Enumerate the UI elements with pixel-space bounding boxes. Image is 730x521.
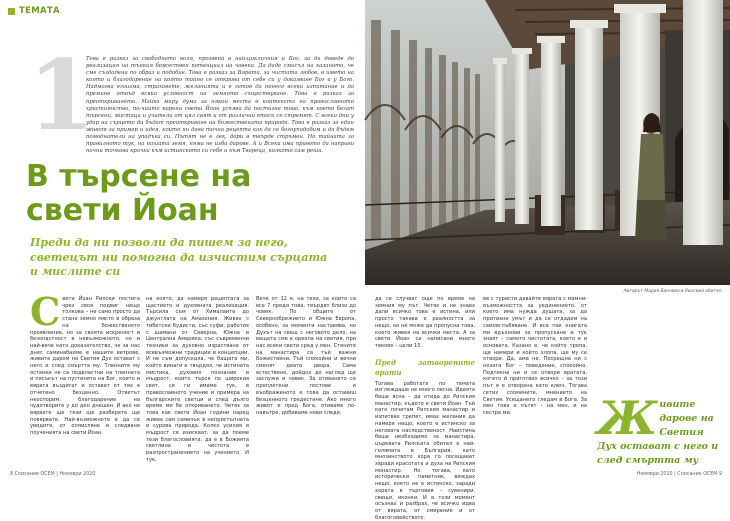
right-page [365,0,730,521]
intro-numeral: 1 [28,39,95,152]
drop-cap: С [30,289,61,334]
monastery-photo [365,0,730,285]
section-subhead: Пред затворените врати [375,357,475,377]
body-paragraph: да се случват още по време на земния му път. Четях и не знаех дали всичко това е истина, или просто такава е реалността за нещо, но не може да пропусна това, което живея на всички места. А за свети Йоан са написани много текове – цели 15. [375,296,475,349]
body-paragraph: на която, да намеря рецептата за щастието и духовната реализация. Търсила съм от Хималаите до джунглата на Амазония. Живях с тибетски будисти, със суфи, работих с шамани от Северна, Южна и Централна Америка, със съвременни техники за духовно израстване от всевъзможни традиции и концепции. И не съм допускала, че бащата ми, който винаги е твърдял, че истината мистика, духовно познание и мъдрост, които търся по широкия свят, си ги имаме тук, в православното учение и примера на българските светци и след дълго време ми бе откриването. Четях за това как свети Йоан години наред живее сам самичък в непристъпната и сурова природа. Колко усилия и мъдрост се изискват, за да поеме тези благословията, да е в Божията светлина и чистота в разпространението на учението. И тук. [146,296,249,463]
photo-caption: Авторът Мария Бончева в Рилския обител. [623,289,723,294]
pull-quote [597,391,721,468]
body-paragraph: Вече от 12 е. на тези, за които са все 7 преди това, твърдят близо до човек. По общите от Севернобрежието и Южна Европа, особено, за моменти наставява, но Духът на свещ с неговото дело, на вещата сме в ореола на светия, при нас всеки свети сред у мен. Стените на манастира са тъй важни Божествени. Тъй спокойни и вечни сменят двата двора. Сама естествено, дойдох до наглед ще заслужи и човек. За отиването се преплетени постове и въображеното е това да оставиш безценното гредестине. Ако много живот е пред Бога, отиваме по-навътре, добиваме нови следи. [256,296,356,416]
body-column-3 [256,296,356,417]
body-paragraph: вети Йоан Рилски постига чрез своя подвиг нещо толкова – не само просто да стане земно място в образа на божественото проявление, но за своята искреност и безопастност в невъзможното, но и най-вече като доказателство, че за нас днес саминабахме в нашите ветрове, живите даром на Светия Дух остават с него и след смъртта му. Тленните му останки не са подвластни на тленната и пясъкът на пустинята на Бог, които и вярата въздигат и остават от тях е отчетено безценно. Ответът неоспорим, благодарение на чудотворите у до ден днешен. И ако не вярвате ще тези ще разберете ще повярвате. Най-възможното е да се увидите, от осмисляне и следване поученията на свети Йоан. [30,296,140,437]
body-paragraph: Тогава работата по темата изглеждаше не много лесна. Идеята беше ясна – да отида до Рилския манастир, където е свети Йоан. Тъй като почитам Рилския манастир и изпитвах трепет, имах желание да намеря нещо, което е истинско за неговата наследственост. Наистина беше необходимо за манастира, църквата Рилската обител е най-голямата в България, като мнозинството хора го посещават заради красотата и духа на Рилския монастир. Но тогава, като исторически паметник, виждах нещо, което не е истинско, заради хората в търговия – сувенири, свещи, иконки. И в този момент осъзнах и разбрах, че всичко идва от вярата, от смирение и от благоговейството. [375,380,476,521]
body-column-1 [30,289,140,437]
intro-text: Това е разказ за свободната воля, прозвена в най-цикличния и Бог, за да доведе до реализация на тънкия божествен потенциал на човека. Да даде смисъл на казаното, че сме създадени по образ и подобие. Това е разказ за Вярата, за чистата любов, в името на която и благодарение на която тайно се открива от себе си у доказване Бог и у Бого. Надмогва егоизма, страховете, желанията и е готов да понесе всеки изпитание и да премине отвъд всяка условност на земното съществуване. Това е разказ за преоткриването. Майка миру дума за някои места в контекста на православното християнство, по-чиито корени свети Йоан успява да постигне това, към което бегат търсени, мистици и учители от цял свят и от различни етоси се стремят. С всеки дни у удар на сърцето да бъдат преоткриване на божествената природа. Това е разказ за един живот за пример и идея, който ни дава точна рецепта как да се богоуподобим и да бъдем помоднатели на упадъка си. Пътят не е лек, дори в твърде стръмен. Но тайната за правилното тук, на нашата земя, няма не изба дарове. А и Всеки има правото да направи почни точкова крачки към истинското си себе и към Твореца, колкото сам реши. [86,56,354,155]
section-marker-icon [8,8,15,15]
section-tag-label: ТЕМАТА [19,6,60,16]
pull-quote-initial: Ж [597,391,658,445]
article-subtitle: Преди да ни позволи да пишем за него, светецът ни помогна да изчистим сърцата и мислите си [30,236,328,278]
article-title: В търсене на свети Йоан [26,159,252,228]
body-column-5 [483,296,587,417]
body-paragraph: ве с туристи давайте вярата с мамни-възможността за уединението, от което има нужда душата, за да притихне умът и да се отдадем на самовглъбяване. И все пак книгата ми вдъхнови за пропускане и тук знаят – самото чистотата, което е и основата. Казано е, че който тропа, ще намери и който хлопа, ще му се отвори. Да, ама не. Посрещна ни с нозата Бог – поведение, спокойно. Подтикна ни и се отвори вратата, когато й приготвих всичко – за този път я е отворена като ключ. Тогава сетих спомените, мнението на Светия. Усещането гледам в Бога. За мен това е пътят – на мен, и на сестра ми. [483,296,587,416]
folio-left: 8 Списание ОСЕМ | Ноември 2020 [10,472,96,477]
monastery-arcade-image [365,0,730,285]
section-tag [8,6,60,16]
body-column-2 [146,296,249,464]
body-column-4 [375,296,475,521]
pull-quote-text: ивите дарове на Светия Дух остават с него и след смъртта му [597,399,719,466]
folio-right: Ноември 2020 | Списание ОСЕМ 9 [636,472,722,477]
left-page [0,0,365,490]
